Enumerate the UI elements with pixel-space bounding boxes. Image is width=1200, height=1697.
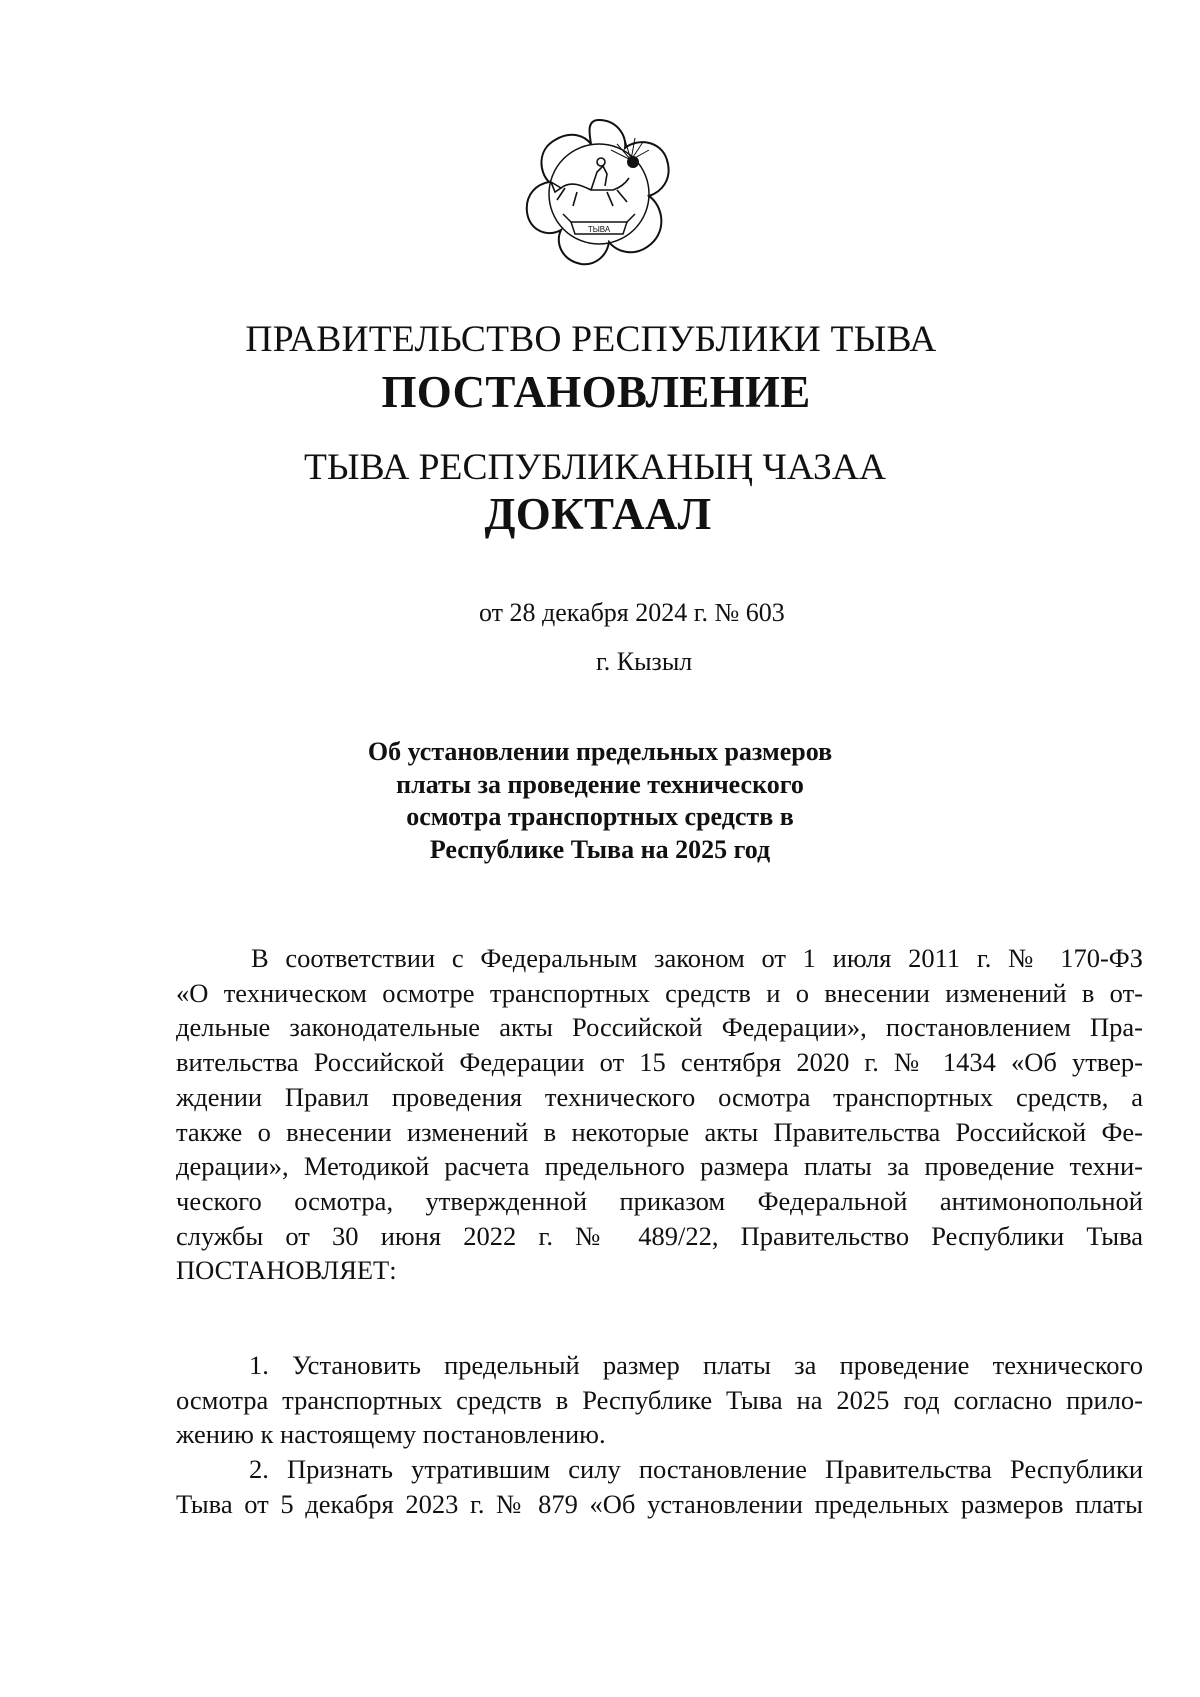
title-line: платы за проведение технического xyxy=(396,769,804,799)
decree-title xyxy=(340,736,860,866)
item-line: осмотра транспортных средств в Республике Тыва на 2025 год согласно прило- xyxy=(176,1384,1143,1415)
emblem-label: ТЫВА xyxy=(587,225,611,234)
item-line: 1. Установить предельный размер платы за проведение технического xyxy=(249,1350,1143,1380)
decree-heading-tyvan: ДОКТААЛ xyxy=(484,489,712,539)
government-name-tyvan: ТЫВА РЕСПУБЛИКАНЫҢ ЧАЗАА xyxy=(303,447,887,488)
tyva-emblem xyxy=(521,114,677,270)
preamble-line: ческого осмотра, утвержденной приказом Федеральной антимонопольной xyxy=(176,1185,1143,1216)
item-line: Тыва от 5 декабря 2023 г. № 879 «Об установлении предельных размеров платы xyxy=(176,1488,1143,1519)
preamble-line: ПОСТАНОВЛЯЕТ: xyxy=(176,1255,397,1286)
title-line: осмотра транспортных средств в xyxy=(406,802,794,831)
preamble-line: дерации», Методикой расчета предельного размера платы за проведение техни- xyxy=(176,1151,1143,1182)
decree-heading-ru: ПОСТАНОВЛЕНИЕ xyxy=(381,367,811,417)
title-line: Об установлении предельных размеров xyxy=(367,737,833,766)
preamble-line: вительства Российской Федерации от 15 сентября 2020 г. № 1434 «Об утвер- xyxy=(176,1047,1143,1078)
decree-items xyxy=(176,1348,1143,1522)
government-name-ru: ПРАВИТЕЛЬСТВО РЕСПУБЛИКИ ТЫВА xyxy=(245,319,937,360)
decree-city: г. Кызыл xyxy=(596,647,693,676)
preamble-line: дельные законодательные акты Российской Федерации», постановлением Пра- xyxy=(176,1012,1143,1043)
preamble-line: «О техническом осмотре транспортных средств и о внесении изменений в от- xyxy=(176,977,1143,1008)
preamble-line: также о внесении изменений в некоторые акты Правительства Российской Фе- xyxy=(176,1116,1143,1147)
decree-date-number: от 28 декабря 2024 г. № 603 xyxy=(479,598,785,627)
preamble-line: ждении Правил проведения технического осмотра транспортных средств, а xyxy=(176,1081,1143,1112)
preamble-line: В соответствии с Федеральным законом от 1 июля 2011 г. № 170-ФЗ xyxy=(251,943,1143,973)
item-line: жению к настоящему постановлению. xyxy=(176,1419,606,1450)
title-line: Республике Тыва на 2025 год xyxy=(429,834,771,864)
preamble-paragraph xyxy=(176,941,1143,1288)
preamble-line: службы от 30 июня 2022 г. № 489/22, Правительство Республики Тыва xyxy=(176,1220,1143,1251)
item-line: 2. Признать утратившим силу постановление Правительства Республики xyxy=(249,1454,1143,1485)
